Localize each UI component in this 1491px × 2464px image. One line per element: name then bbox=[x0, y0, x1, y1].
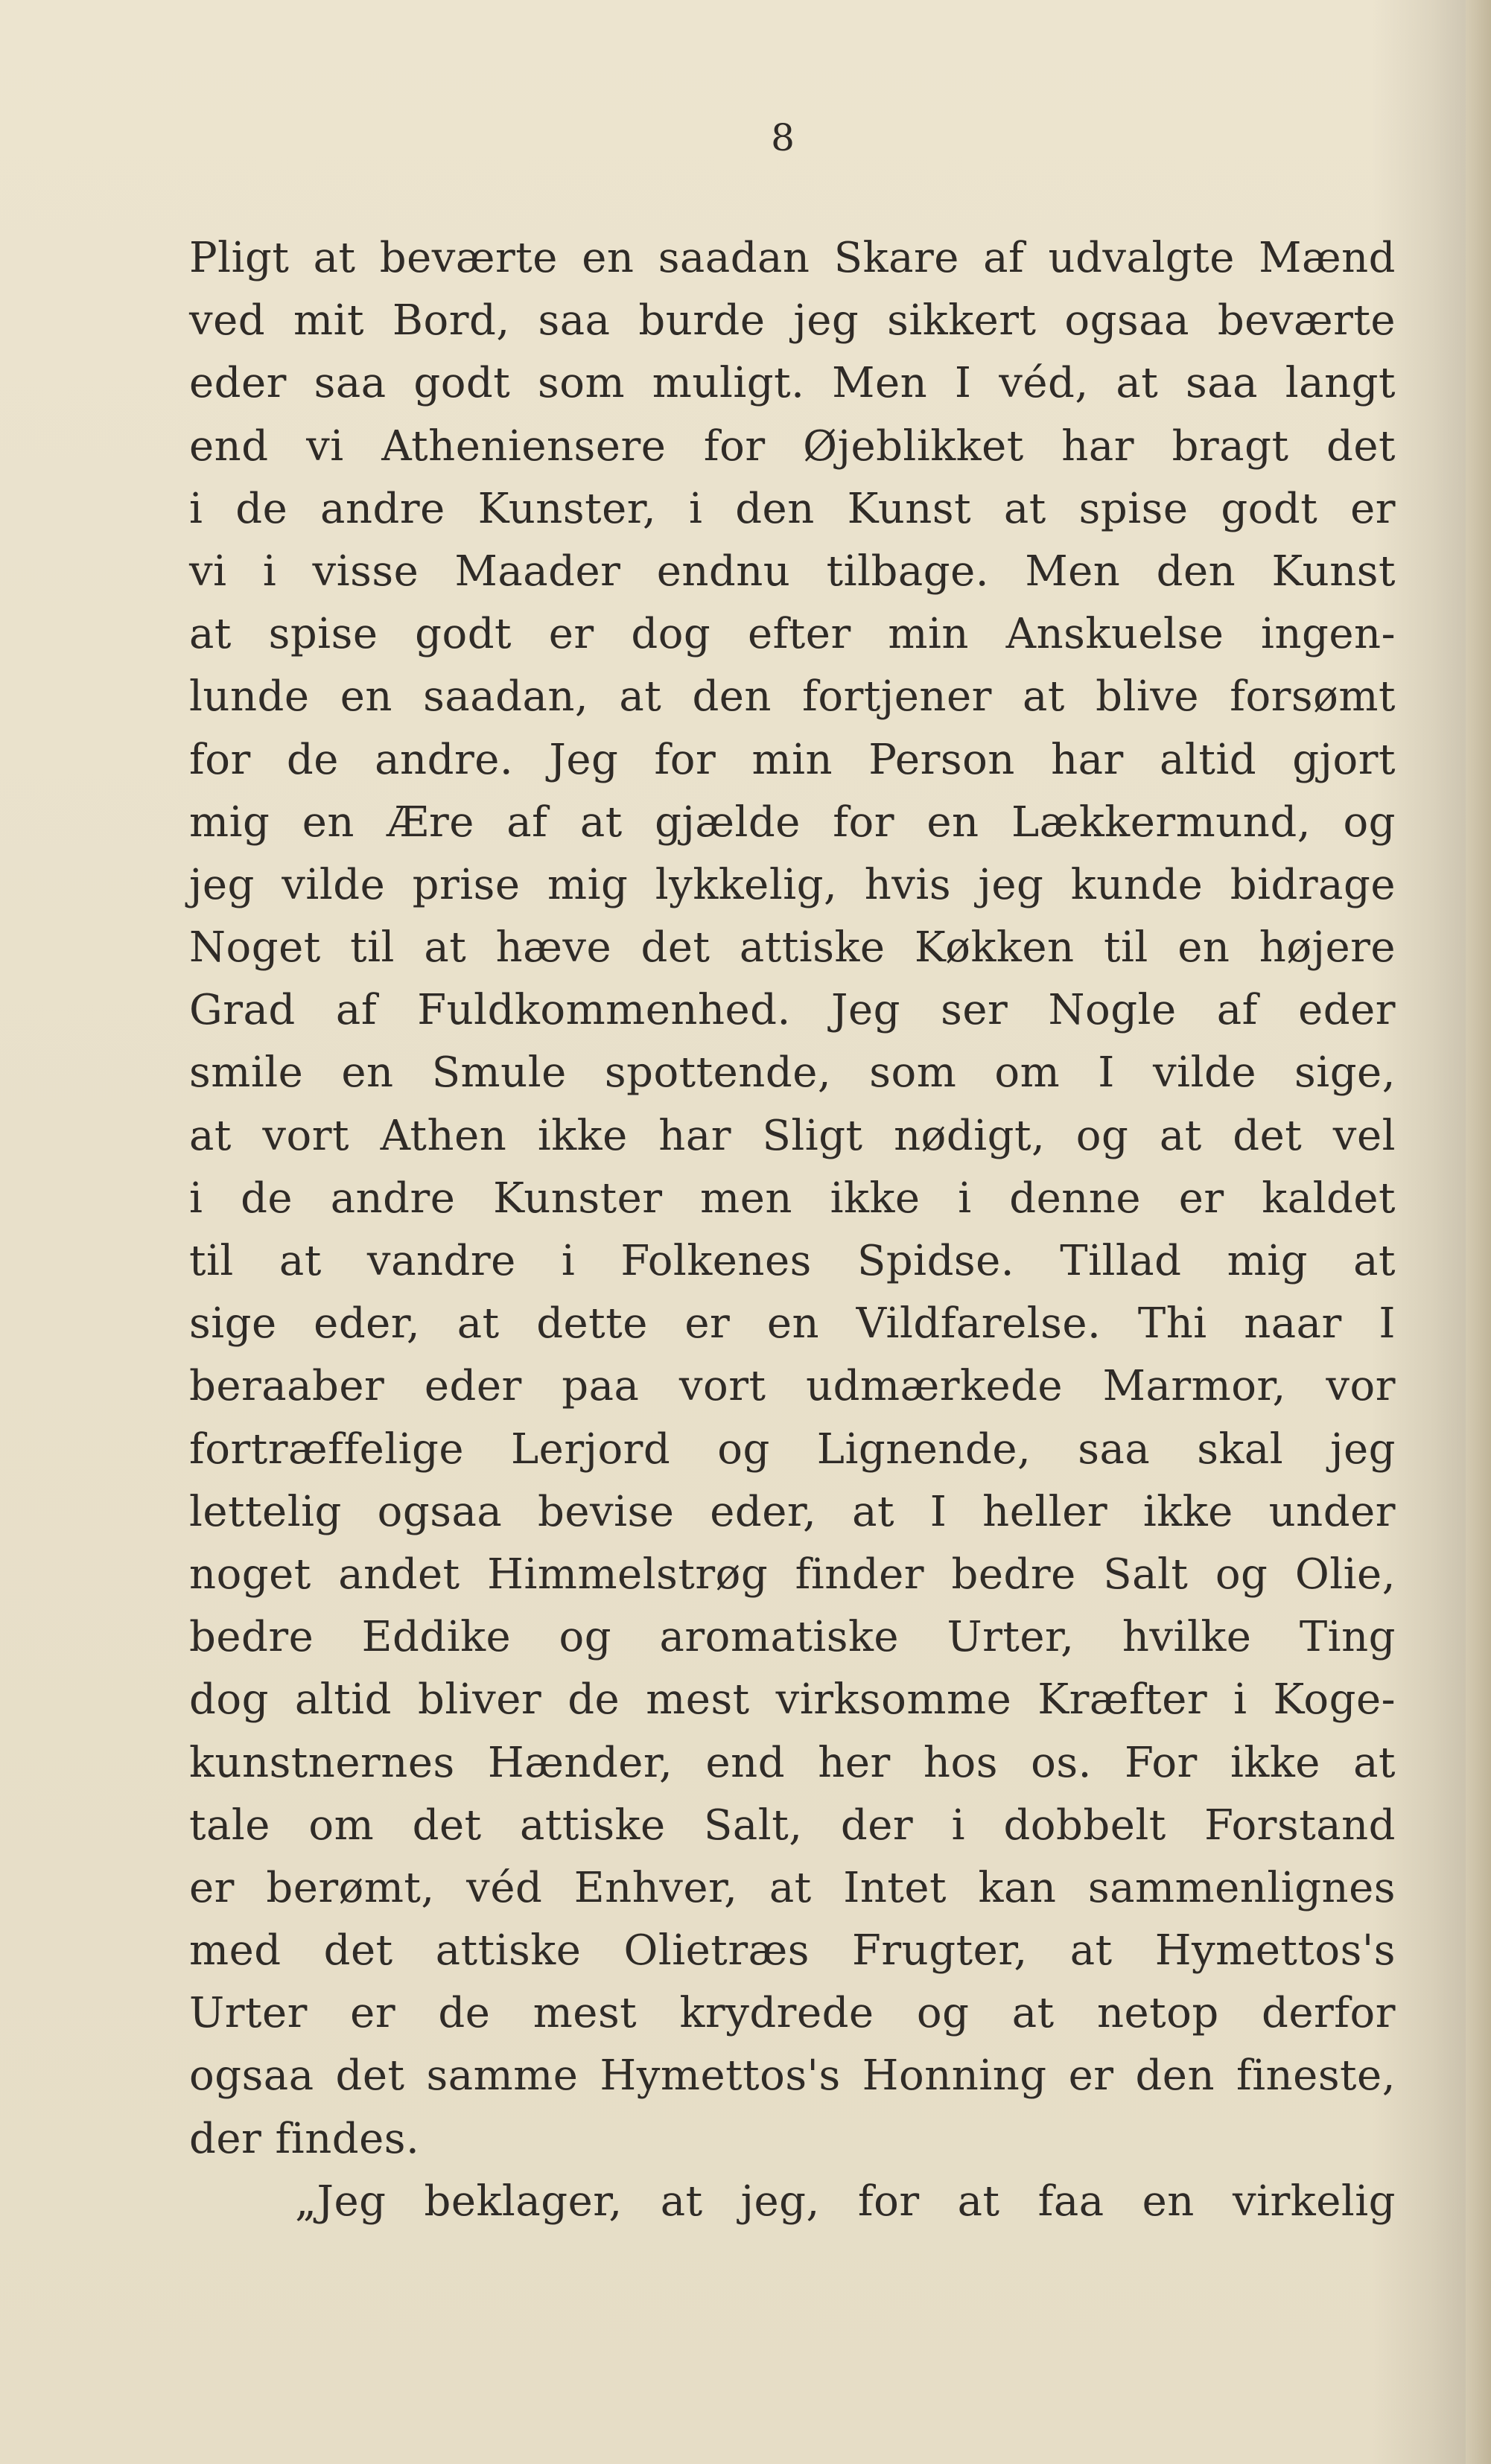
text-line: lettelig ogsaa bevise eder, at I heller ikke under bbox=[189, 1487, 1396, 1536]
text-line: vi i visse Maader endnu tilbage. Men den Kunst bbox=[189, 547, 1396, 596]
text-line: noget andet Himmelstrøg finder bedre Salt og Olie, bbox=[189, 1550, 1396, 1599]
text-line: Urter er de mest krydrede og at netop derfor bbox=[189, 1989, 1396, 2038]
text-line: sige eder, at dette er en Vildfarelse. Thi naar I bbox=[189, 1299, 1396, 1349]
text-line: i de andre Kunster, i den Kunst at spise godt er bbox=[189, 484, 1396, 533]
paragraph-end-line: der findes. bbox=[189, 2114, 420, 2163]
text-line: dog altid bliver de mest virksomme Kræfter i Koge- bbox=[189, 1675, 1396, 1725]
text-line: fortræffelige Lerjord og Lignende, saa skal jeg bbox=[189, 1424, 1396, 1474]
text-line: til at vandre i Folkenes Spidse. Tillad mig at bbox=[189, 1237, 1396, 1285]
text-line: i de andre Kunster men ikke i denne er kaldet bbox=[189, 1174, 1396, 1223]
text-line: bedre Eddike og aromatiske Urter, hvilke Ting bbox=[189, 1613, 1396, 1662]
text-line: jeg vilde prise mig lykkelig, hvis jeg kunde bidrage bbox=[189, 860, 1396, 909]
text-line: er berømt, véd Enhver, at Intet kan sammenlignes bbox=[189, 1863, 1396, 1912]
text-line: at spise godt er dog efter min Anskuelse ingen- bbox=[189, 610, 1396, 659]
page-number: 8 bbox=[771, 116, 795, 159]
paragraph-start-line: „Jeg beklager, at jeg, for at faa en virkelig bbox=[295, 2177, 1396, 2226]
page-edge-shadow bbox=[1466, 0, 1491, 2464]
text-line: kunstnernes Hænder, end her hos os. For ikke at bbox=[189, 1738, 1396, 1787]
body-text bbox=[189, 227, 1396, 2233]
text-line: ved mit Bord, saa burde jeg sikkert ogsaa beværte bbox=[189, 296, 1396, 346]
text-line: Pligt at beværte en saadan Skare af udvalgte Mænd bbox=[189, 234, 1396, 282]
text-line: med det attiske Olietræs Frugter, at Hymettos's bbox=[189, 1926, 1396, 1976]
text-line: at vort Athen ikke har Sligt nødigt, og at det vel bbox=[189, 1111, 1396, 1160]
text-line: Noget til at hæve det attiske Køkken til en højere bbox=[189, 923, 1396, 972]
text-line: beraaber eder paa vort udmærkede Marmor, vor bbox=[189, 1362, 1396, 1411]
text-line: Grad af Fuldkommenhed. Jeg ser Nogle af eder bbox=[189, 986, 1396, 1035]
text-line: for de andre. Jeg for min Person har altid gjort bbox=[189, 735, 1396, 784]
text-line: mig en Ære af at gjælde for en Lækkermund, og bbox=[189, 798, 1396, 847]
text-line: smile en Smule spottende, som om I vilde sige, bbox=[189, 1048, 1396, 1098]
text-line: ogsaa det samme Hymettos's Honning er den fineste, bbox=[189, 2051, 1396, 2101]
text-line: end vi Atheniensere for Øjeblikket har bragt det bbox=[189, 421, 1396, 471]
text-line: lunde en saadan, at den fortjener at blive forsømt bbox=[189, 672, 1396, 722]
text-line: eder saa godt som muligt. Men I véd, at saa langt bbox=[189, 359, 1396, 408]
text-line: tale om det attiske Salt, der i dobbelt Forstand bbox=[189, 1801, 1396, 1850]
